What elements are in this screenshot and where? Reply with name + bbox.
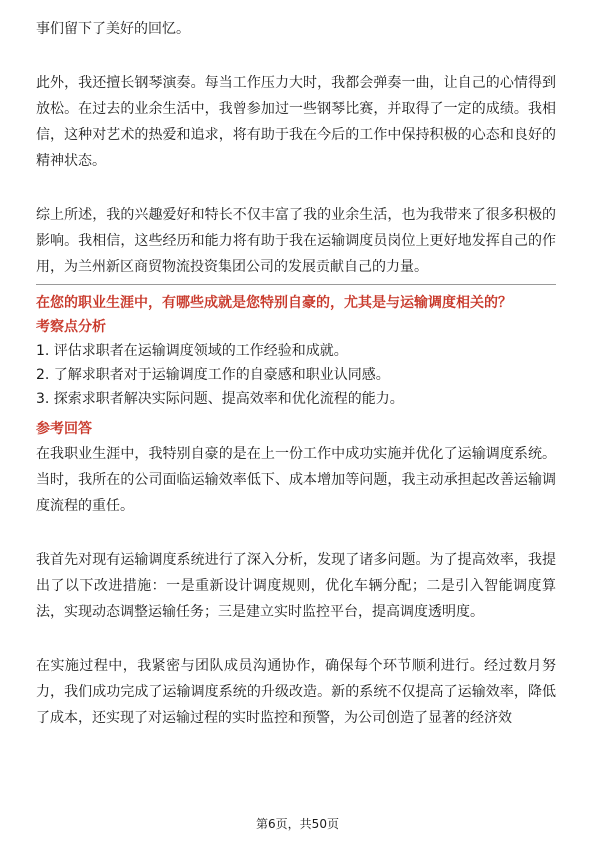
interview-question: 在您的职业生涯中，有哪些成就是您特别自豪的，尤其是与运输调度相关的？: [36, 295, 512, 311]
answer-paragraph: 在我职业生涯中，我特别自豪的是在上一份工作中成功实施并优化了运输调度系统。当时，我所在的公司面临运输效率低下、成本增加等问题，我主动承担起改善运输调度流程的重任。: [36, 446, 556, 514]
analysis-heading: 考察点分析: [36, 319, 106, 335]
carryover-text: 事们留下了美好的回忆。: [36, 21, 190, 37]
summary-paragraph: 综上所述，我的兴趣爱好和特长不仅丰富了我的业余生活，也为我带来了很多积极的影响。我相信，这些经历和能力将有助于我在运输调度员岗位上更好地发挥自己的作用，为兰州新区商贸物流投资集团公司的发展贡献自己的力量。: [36, 207, 556, 275]
page-number: 第6页，共50页: [256, 817, 339, 831]
answer-paragraph: 我首先对现有运输调度系统进行了深入分析，发现了诸多问题。为了提高效率，我提出了以下改进措施：一是重新设计调度规则，优化车辆分配；二是引入智能调度算法，实现动态调整运输任务；三是建立实时监控平台，提高调度透明度。: [36, 552, 556, 620]
piano-paragraph: 此外，我还擅长钢琴演奏。每当工作压力大时，我都会弹奏一曲，让自己的心情得到放松。在过去的业余生活中，我曾参加过一些钢琴比赛，并取得了一定的成绩。我相信，这种对艺术的热爱和追求，将有助于我在今后的工作中保持积极的心态和良好的精神状态。: [36, 75, 556, 169]
document-page: [36, 16, 556, 731]
analysis-point: 2. 了解求职者对于运输调度工作的自豪感和职业认同感。: [36, 367, 390, 383]
answer-paragraph: 在实施过程中，我紧密与团队成员沟通协作，确保每个环节顺利进行。经过数月努力，我们成功完成了运输调度系统的升级改造。新的系统不仅提高了运输效率，降低了成本，还实现了对运输过程的实时监控和预警，为公司创造了显著的经济效: [36, 658, 556, 726]
section-divider: [36, 284, 556, 285]
answer-heading: 参考回答: [36, 421, 92, 437]
analysis-point: 1. 评估求职者在运输调度领域的工作经验和成就。: [36, 343, 348, 359]
analysis-points: [36, 339, 556, 411]
analysis-point: 3. 探索求职者解决实际问题、提高效率和优化流程的能力。: [36, 391, 404, 407]
